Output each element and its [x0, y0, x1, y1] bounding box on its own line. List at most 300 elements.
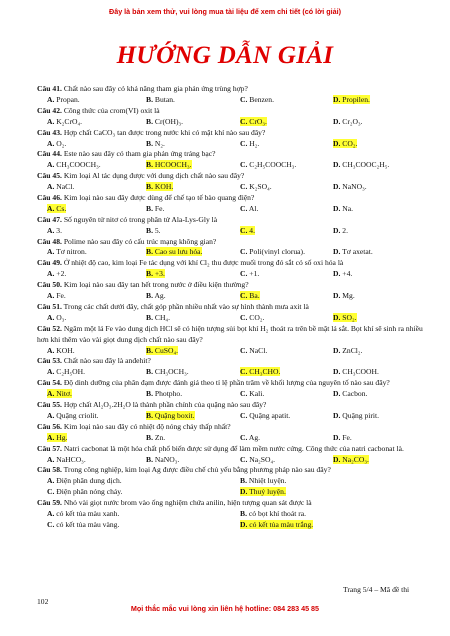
correct-answer: [146, 160, 192, 169]
option-body: [47, 139, 66, 148]
option-text: Al.: [248, 203, 259, 213]
answer-option: [333, 160, 389, 171]
answer-option: [47, 291, 66, 302]
question-item: [37, 498, 430, 531]
answer-option: [333, 117, 363, 128]
answer-option: [47, 346, 75, 357]
answer-option: [47, 389, 72, 400]
option-label: D.: [240, 519, 248, 529]
option-text: Thuỷ luyện.: [249, 487, 286, 497]
answer-option: [146, 139, 165, 150]
option-text: +2.: [56, 269, 67, 279]
question-item: [37, 444, 430, 466]
option-text: Fe.: [154, 203, 165, 213]
option-label: D.: [333, 345, 341, 355]
answer-option: [146, 95, 175, 106]
question-text: Kim loại nào sau đây được dùng để chế tạo tế bào quang điện?: [63, 192, 255, 202]
option-text: C₂H₅COOCH₃.: [249, 160, 297, 170]
option-text: Ba.: [249, 291, 260, 301]
option-body: [240, 160, 296, 169]
option-body: [240, 346, 267, 355]
answer-option: [240, 204, 258, 215]
answer-option: [146, 182, 173, 193]
answer-option: [240, 433, 260, 444]
question-item: [37, 215, 430, 237]
option-text: CH₃COOCH₃.: [56, 160, 101, 170]
question-text: Kim loại nào sau đây tan hết trong nước ở điều kiện thường?: [63, 280, 249, 290]
answer-option: [240, 247, 305, 258]
option-body: [240, 433, 260, 442]
option-label: D.: [333, 269, 341, 279]
question-number: Câu 51.: [37, 301, 62, 311]
question-stem: [37, 106, 430, 117]
option-text: Nhiệt luyện.: [248, 476, 287, 486]
option-label: C.: [240, 432, 248, 442]
answer-option: [146, 433, 165, 444]
option-label: A.: [47, 345, 55, 355]
option-text: có kết tủa màu xanh.: [56, 509, 120, 519]
answer-option: [47, 117, 82, 128]
answer-option: [333, 182, 367, 193]
option-label: D.: [333, 160, 341, 170]
question-item: [37, 193, 430, 215]
correct-answer: [333, 455, 369, 464]
option-text: Photpho.: [154, 389, 183, 399]
option-body: [240, 509, 306, 518]
question-stem: [37, 84, 430, 95]
option-text: Điện phân dung dịch.: [56, 476, 122, 486]
question-item: [37, 378, 430, 400]
option-label: D.: [333, 182, 341, 192]
option-body: [146, 95, 175, 104]
option-body: [47, 455, 86, 464]
option-label: C.: [240, 389, 248, 399]
option-text: CH₃COOH.: [342, 367, 379, 377]
option-body: [47, 509, 119, 518]
option-body: [47, 476, 122, 485]
question-stem: [37, 422, 430, 433]
option-label: B.: [146, 389, 153, 399]
correct-answer: [333, 313, 357, 322]
option-body: [240, 389, 264, 398]
option-text: NaNO₃.: [154, 454, 180, 464]
option-body: [240, 476, 286, 485]
exam-code: 102: [37, 597, 49, 606]
answer-option: [47, 139, 66, 150]
question-stem: [37, 378, 430, 389]
answer-option: [333, 291, 355, 302]
question-item: [37, 324, 430, 357]
option-text: Na.: [342, 203, 354, 213]
correct-answer: [146, 411, 195, 420]
option-text: NaCl.: [249, 345, 268, 355]
option-label: D.: [333, 225, 341, 235]
answer-option: [240, 226, 255, 237]
option-text: +3.: [154, 269, 165, 279]
option-label: A.: [47, 225, 55, 235]
option-text: Cao su lưu hóa.: [154, 247, 203, 257]
option-body: [146, 291, 166, 300]
page-footer-info: Trang 5/4 – Mã đề thi: [343, 585, 410, 594]
option-label: A.: [47, 454, 55, 464]
option-body: [333, 367, 379, 376]
answer-option: [146, 291, 166, 302]
option-text: Nitơ.: [56, 389, 72, 399]
answer-option: [333, 313, 357, 324]
option-body: [240, 411, 290, 420]
option-body: [47, 346, 75, 355]
option-label: B.: [146, 247, 153, 257]
option-body: [333, 346, 362, 355]
option-label: C.: [240, 454, 248, 464]
option-body: [333, 247, 373, 256]
question-number: Câu 41.: [37, 84, 62, 93]
option-label: B.: [146, 312, 153, 322]
question-number: Câu 58.: [37, 465, 62, 475]
options-row: [37, 411, 430, 422]
hotline-banner: Mọi thắc mắc vui lòng xin liên hệ hotline: 084 283 45 85: [130, 604, 320, 613]
option-text: CrO₃.: [249, 116, 267, 126]
option-label: B.: [146, 94, 153, 104]
option-text: 4.: [249, 225, 255, 235]
options-row: [37, 269, 430, 280]
options-row: [37, 182, 430, 193]
option-label: D.: [333, 389, 341, 399]
option-label: B.: [146, 116, 153, 126]
option-text: Quặng criolit.: [56, 410, 99, 420]
option-body: [47, 226, 62, 235]
question-number: Câu 57.: [37, 443, 62, 453]
option-text: Cr(OH)₃.: [154, 116, 184, 126]
correct-answer: [333, 95, 370, 104]
question-text: Kim loại nào sau đây có nhiệt độ nóng chảy thấp nhất?: [63, 421, 231, 431]
option-label: A.: [47, 476, 55, 486]
question-number: Câu 53.: [37, 356, 62, 366]
answer-option: [146, 367, 189, 378]
question-text: Trong công nghiệp, kim loại Ag được điều chế chủ yếu bằng phương pháp nào sau đây?: [63, 465, 331, 475]
option-body: [47, 411, 98, 420]
question-stem: [37, 237, 430, 248]
option-label: C.: [240, 367, 248, 377]
answer-option: [240, 313, 264, 324]
option-text: KOH.: [56, 345, 75, 355]
option-text: 2.: [342, 225, 348, 235]
option-body: [333, 117, 363, 126]
option-label: A.: [47, 203, 55, 213]
options-row: [37, 247, 430, 258]
option-body: [146, 389, 182, 398]
option-text: Mg.: [342, 291, 355, 301]
answer-option: [47, 95, 80, 106]
answer-option: [146, 346, 178, 357]
option-body: [240, 182, 272, 191]
answer-option: [146, 160, 192, 171]
option-body: [333, 269, 352, 278]
answer-option: [47, 367, 85, 378]
option-text: NaHCO₃.: [56, 454, 86, 464]
question-item: [37, 171, 430, 193]
options-row: [37, 487, 430, 498]
option-text: Na₂SO₄.: [249, 454, 276, 464]
option-body: [240, 139, 259, 148]
correct-answer: [146, 182, 173, 191]
option-text: SO₂.: [342, 312, 357, 322]
option-body: [146, 367, 189, 376]
option-label: C.: [240, 345, 248, 355]
question-item: [37, 237, 430, 259]
question-stem: [37, 149, 430, 160]
option-label: A.: [47, 509, 55, 519]
option-body: [47, 247, 87, 256]
option-label: C.: [240, 410, 248, 420]
option-text: Quặng apatit.: [249, 410, 291, 420]
option-label: A.: [47, 269, 55, 279]
option-body: [333, 160, 389, 169]
option-text: Fe.: [342, 432, 352, 442]
option-label: D.: [333, 454, 341, 464]
option-label: B.: [146, 182, 153, 192]
option-text: +1.: [249, 269, 260, 279]
options-row: [37, 367, 430, 378]
options-row: [37, 160, 430, 171]
option-body: [146, 226, 161, 235]
correct-answer: [146, 346, 178, 355]
option-text: có bọt khí thoát ra.: [248, 509, 307, 519]
answer-option: [240, 520, 313, 531]
option-body: [240, 269, 259, 278]
option-label: D.: [333, 138, 341, 148]
option-body: [240, 95, 274, 104]
option-text: Benzen.: [249, 94, 274, 104]
question-number: Câu 56.: [37, 421, 62, 431]
option-label: A.: [47, 247, 55, 257]
answer-option: [240, 367, 280, 378]
correct-answer: [240, 367, 280, 376]
option-text: Điện phân nóng chảy.: [56, 487, 123, 497]
answer-option: [146, 117, 183, 128]
option-text: Zn.: [154, 432, 166, 442]
correct-answer: [240, 520, 313, 529]
option-body: [146, 117, 183, 126]
option-label: A.: [47, 410, 55, 420]
option-label: A.: [47, 312, 55, 322]
option-body: [47, 291, 66, 300]
option-label: B.: [146, 160, 153, 170]
question-number: Câu 52.: [37, 323, 62, 333]
question-number: Câu 47.: [37, 214, 62, 224]
option-text: KOH.: [154, 182, 174, 192]
option-label: B.: [146, 454, 153, 464]
answer-option: [47, 520, 119, 531]
option-text: Na₂CO₃.: [342, 454, 369, 464]
option-body: [333, 291, 355, 300]
answer-option: [146, 411, 195, 422]
option-body: [240, 247, 305, 256]
question-stem: [37, 356, 430, 367]
answer-option: [47, 487, 122, 498]
correct-answer: [333, 139, 357, 148]
question-number: Câu 42.: [37, 105, 62, 115]
option-text: Cr₂O₃.: [342, 116, 363, 126]
question-item: [37, 149, 430, 171]
answer-option: [47, 476, 122, 487]
answer-option: [333, 433, 352, 444]
options-row: [37, 455, 430, 466]
option-label: A.: [47, 432, 55, 442]
option-text: CuSO₄.: [154, 345, 178, 355]
question-text: Ngâm một lá Fe vào dung dịch HCl sẽ có hiện tượng sủi bọt khí H₂ thoát ra trên bề mặt lá sắt. Bọt khí sẽ sinh ra nhiều hơn khi thêm vào vài giọt dung dịch chất nào sau đây?: [37, 323, 423, 344]
option-label: D.: [333, 203, 341, 213]
option-label: D.: [333, 247, 341, 257]
option-text: có kết tủa màu trắng.: [249, 519, 314, 529]
option-label: B.: [146, 291, 153, 301]
option-label: C.: [240, 225, 248, 235]
option-text: Poli(vinyl clorua).: [249, 247, 305, 257]
option-text: +4.: [342, 269, 353, 279]
option-label: C.: [240, 203, 248, 213]
option-body: [146, 204, 164, 213]
options-row: [37, 139, 430, 150]
question-item: [37, 128, 430, 150]
correct-answer: [47, 204, 66, 213]
answer-option: [333, 411, 379, 422]
correct-answer: [240, 117, 267, 126]
answer-option: [240, 346, 267, 357]
question-stem: [37, 465, 430, 476]
answer-option: [146, 269, 165, 280]
question-stem: [37, 258, 430, 269]
options-row: [37, 226, 430, 237]
option-body: [47, 487, 122, 496]
option-label: C.: [240, 138, 248, 148]
option-text: Propan.: [56, 94, 80, 104]
question-text: Este nào sau đây có tham gia phản ứng tráng bạc?: [63, 149, 216, 159]
option-label: B.: [146, 432, 153, 442]
answer-option: [240, 509, 306, 520]
option-label: D.: [333, 367, 341, 377]
option-body: [47, 269, 66, 278]
option-label: A.: [47, 367, 55, 377]
answer-option: [146, 226, 161, 237]
option-label: C.: [240, 269, 248, 279]
answer-option: [47, 247, 87, 258]
option-label: D.: [333, 116, 341, 126]
options-row: [37, 313, 430, 324]
correct-answer: [240, 487, 286, 496]
option-text: 5.: [154, 225, 161, 235]
question-stem: [37, 400, 430, 411]
question-text: Trong các chất dưới đây, chất góp phần nhiều nhất vào sự hình thành mưa axit là: [63, 301, 309, 311]
question-number: Câu 55.: [37, 400, 62, 410]
question-stem: [37, 171, 430, 182]
option-text: Tơ nitron.: [56, 247, 87, 257]
option-text: CH₃CHO.: [249, 367, 281, 377]
question-item: [37, 302, 430, 324]
question-text: Natri cacbonat là một hóa chất phổ biến được sử dụng để làm mềm nước cứng. Công thức của natri cacbonat là.: [63, 443, 404, 453]
answer-option: [240, 291, 260, 302]
option-body: [333, 411, 379, 420]
option-text: Cs.: [56, 203, 67, 213]
option-label: B.: [146, 410, 153, 420]
question-item: [37, 106, 430, 128]
option-label: A.: [47, 94, 55, 104]
option-text: NaCl.: [56, 182, 75, 192]
correct-answer: [47, 433, 67, 442]
option-body: [47, 117, 82, 126]
option-label: C.: [47, 519, 55, 529]
answer-option: [333, 226, 348, 237]
answer-option: [333, 367, 379, 378]
option-text: có kết tủa màu vàng.: [56, 519, 120, 529]
option-label: C.: [47, 487, 55, 497]
option-text: 3.: [56, 225, 62, 235]
answer-option: [240, 487, 286, 498]
answer-option: [47, 269, 66, 280]
option-body: [333, 204, 353, 213]
answer-option: [333, 247, 373, 258]
answer-option: [333, 139, 357, 150]
option-label: B.: [146, 367, 153, 377]
answer-option: [47, 433, 67, 444]
correct-answer: [146, 269, 165, 278]
option-text: K₂CrO₄.: [56, 116, 83, 126]
answer-option: [240, 389, 264, 400]
option-text: Hg.: [56, 432, 68, 442]
option-text: CO₂.: [342, 138, 358, 148]
preview-notice-banner: Đây là bản xem thử, vui lòng mua tài liệu để xem chi tiết (có lời giải): [109, 7, 341, 16]
option-label: D.: [240, 487, 248, 497]
answer-option: [240, 269, 259, 280]
question-item: [37, 465, 430, 498]
option-label: B.: [146, 225, 153, 235]
answer-option: [240, 476, 286, 487]
question-item: [37, 356, 430, 378]
question-text: Chất nào sau đây là anđehit?: [63, 356, 151, 366]
option-text: Quặng boxit.: [154, 410, 195, 420]
option-label: A.: [47, 389, 55, 399]
question-number: Câu 45.: [37, 171, 62, 181]
question-text: Nhỏ vài giọt nước brom vào ống nghiệm chứa anilin, hiện tượng quan sát được là: [63, 498, 312, 508]
options-row: [37, 117, 430, 128]
option-label: A.: [47, 138, 55, 148]
answer-option: [146, 455, 179, 466]
options-row: [37, 346, 430, 357]
page-title: HƯỚNG DẪN GIẢI: [116, 42, 334, 69]
answer-option: [47, 313, 66, 324]
option-label: C.: [240, 312, 248, 322]
question-stem: [37, 193, 430, 204]
answer-option: [333, 346, 362, 357]
question-number: Câu 54.: [37, 378, 62, 388]
option-text: CO₂.: [249, 312, 265, 322]
correct-answer: [146, 247, 202, 256]
question-text: Số nguyên tử nitơ có trong phân tử Ala-Lys-Gly là: [63, 214, 218, 224]
options-row: [37, 476, 430, 487]
correct-answer: [240, 291, 260, 300]
option-text: Cacbon.: [342, 389, 368, 399]
option-body: [333, 182, 367, 191]
question-stem: [37, 302, 430, 313]
correct-answer: [47, 389, 72, 398]
option-body: [47, 95, 80, 104]
answer-option: [333, 455, 369, 466]
option-label: D.: [333, 432, 341, 442]
question-item: [37, 422, 430, 444]
option-label: B.: [146, 345, 153, 355]
answer-option: [47, 226, 62, 237]
question-stem: [37, 324, 430, 346]
option-text: Butan.: [154, 94, 175, 104]
